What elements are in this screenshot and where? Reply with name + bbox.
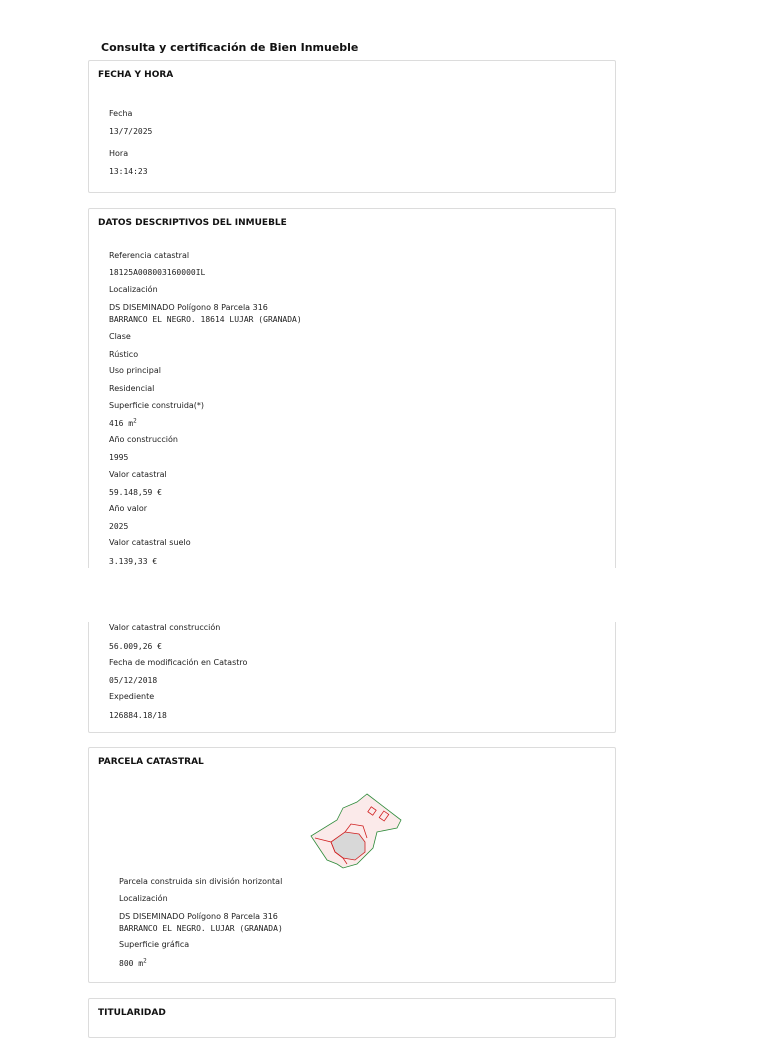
fecha-value: 13/7/2025 (109, 127, 153, 136)
section-datos-descriptivos-continued (88, 622, 616, 733)
section-datos-descriptivos (88, 208, 616, 568)
parcela-tipo: Parcela construida sin división horizontal (119, 877, 283, 886)
parcela-localizacion-label: Localización (119, 894, 168, 903)
section-title-datos: DATOS DESCRIPTIVOS DEL INMUEBLE (98, 218, 287, 228)
superficie-label: Superficie construida(*) (109, 401, 205, 410)
hora-value: 13:14:23 (109, 167, 148, 176)
parcela-localizacion-line1: DS DISEMINADO Polígono 8 Parcela 316 (119, 912, 278, 921)
expediente-label: Expediente (109, 692, 155, 701)
fecha-modificacion-value: 05/12/2018 (109, 676, 158, 685)
superficie-value (109, 418, 137, 429)
parcel-map-image (307, 790, 403, 870)
localizacion-line2: BARRANCO EL NEGRO. 18614 LUJAR (GRANADA) (109, 315, 302, 324)
ref-catastral-value: 18125A008003160000IL (109, 268, 206, 277)
valor-catastral-label: Valor catastral (109, 470, 167, 479)
localizacion-label: Localización (109, 285, 158, 294)
valor-catastral-value: 59.148,59 € (109, 488, 162, 497)
superficie-grafica-exponent: 2 (143, 957, 147, 965)
superficie-grafica-label: Superficie gráfica (119, 940, 190, 949)
uso-value: Residencial (109, 384, 155, 393)
valor-suelo-label: Valor catastral suelo (109, 538, 191, 547)
superficie-grafica-value (119, 958, 147, 969)
fecha-modificacion-label: Fecha de modificación en Catastro (109, 658, 248, 667)
valor-suelo-value: 3.139,33 € (109, 557, 158, 566)
anio-valor-value: 2025 (109, 522, 129, 531)
superficie-unit-exponent: 2 (133, 417, 137, 425)
anio-construccion-label: Año construcción (109, 435, 178, 444)
hora-label: Hora (109, 149, 129, 158)
page-title: Consulta y certificación de Bien Inmueble (101, 41, 359, 54)
section-parcela-catastral (88, 747, 616, 983)
section-titularidad (88, 998, 616, 1038)
clase-value: Rústico (109, 350, 139, 359)
section-title-parcela: PARCELA CATASTRAL (98, 757, 204, 767)
anio-valor-label: Año valor (109, 504, 148, 513)
fecha-label: Fecha (109, 109, 133, 118)
section-title-titularidad: TITULARIDAD (98, 1008, 166, 1018)
localizacion-line1: DS DISEMINADO Polígono 8 Parcela 316 (109, 303, 268, 312)
expediente-value: 126884.18/18 (109, 711, 167, 720)
ref-catastral-label: Referencia catastral (109, 251, 190, 260)
uso-label: Uso principal (109, 366, 161, 375)
parcela-localizacion-line2: BARRANCO EL NEGRO. LUJAR (GRANADA) (119, 924, 283, 933)
section-fecha-hora (88, 60, 616, 193)
valor-construccion-label: Valor catastral construcción (109, 623, 221, 632)
anio-construccion-value: 1995 (109, 453, 129, 462)
superficie-value-number: 416 m (109, 419, 134, 428)
valor-construccion-value: 56.009,26 € (109, 642, 162, 651)
section-title-fecha-hora: FECHA Y HORA (98, 70, 174, 80)
clase-label: Clase (109, 332, 131, 341)
superficie-grafica-number: 800 m (119, 959, 144, 968)
